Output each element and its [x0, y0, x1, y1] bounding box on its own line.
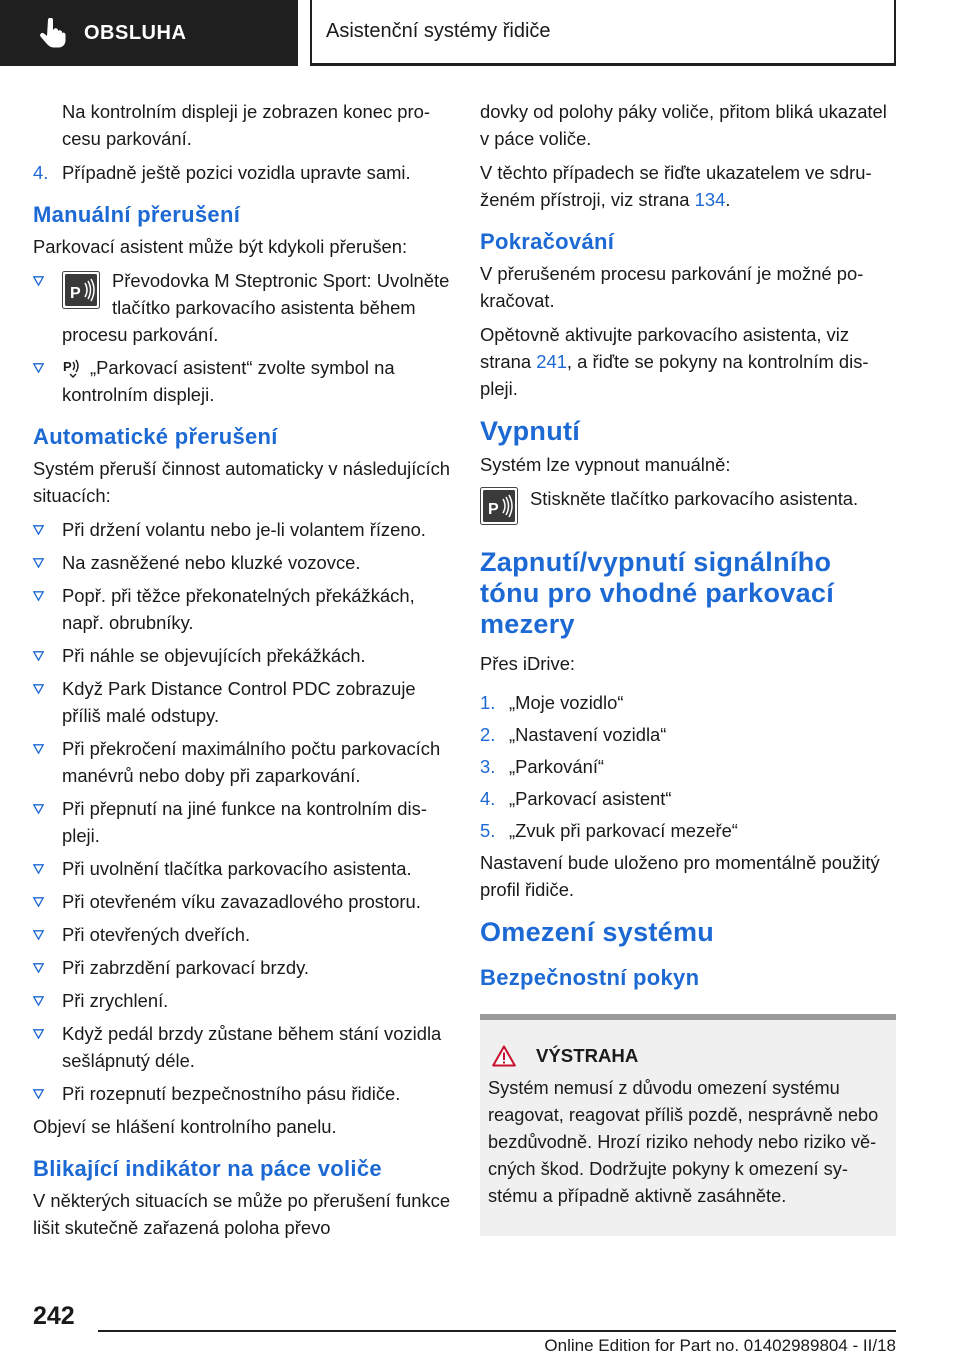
bullet-item	[33, 855, 451, 882]
triangle-bullet-icon	[33, 582, 62, 636]
triangle-bullet-icon	[33, 267, 62, 348]
bullet-item	[33, 1080, 451, 1107]
bullet-item	[33, 795, 451, 849]
bullet-text: Při zabrzdění parkovací brzdy.	[62, 957, 310, 978]
bullet-text: Při otevřeném víku zavazadlového prostoru.	[62, 891, 421, 912]
bullet-text: Při náhle se objevujících překážkách.	[62, 645, 366, 666]
bullet-item	[33, 516, 451, 543]
paragraph-continuation: V přerušeném procesu parkování je možné pokračovat.	[480, 263, 864, 311]
bullet-text: „Parkovací asistent“ zvolte symbol na kontrolním displeji.	[62, 357, 395, 405]
header-chapter	[310, 0, 896, 66]
bullet-text: Při rozepnutí bezpečnostního pásu řidiče.	[62, 1083, 401, 1104]
bullet-item	[33, 267, 451, 348]
step-text: „Nastavení vozidla“	[509, 724, 667, 745]
hand-pointer-icon	[40, 18, 66, 48]
press-button-instruction	[480, 485, 896, 525]
paragraph-blinking-continued: dovky od polohy páky voliče, přitom bliká ukazatel v páce voliče.	[480, 101, 887, 149]
bullet-item	[33, 549, 451, 576]
heading-safety-note: Bezpečnostní pokyn	[480, 965, 700, 990]
step-text: „Moje vozidlo“	[509, 692, 624, 713]
step-item	[480, 785, 896, 812]
page-link-241[interactable]: 241	[536, 351, 567, 372]
idrive-steps-list	[480, 689, 896, 844]
heading-continuation: Pokračování	[480, 229, 615, 254]
step-item	[480, 689, 896, 716]
bullet-item	[33, 888, 451, 915]
header-section-tab	[0, 0, 298, 66]
header-section-label: OBSLUHA	[84, 21, 187, 44]
bullet-text: Když Park Distance Control PDC zobrazuje příliš malé odstupy.	[62, 678, 416, 726]
page-link-134[interactable]: 134	[694, 189, 726, 210]
paragraph-panel-message: Objeví se hlášení kontrolního panelu.	[33, 1116, 337, 1137]
bullet-item	[33, 642, 451, 669]
bullet-text: Při uvolnění tlačítka parkovacího asistenta.	[62, 858, 412, 879]
warning-text: Systém nemusí z důvodu omezení systému reagovat, reagovat příliš pozdě, nesprávně nebo bezdůvodně. Hrozí riziko nehody nebo riziko věcných škod. Dodržujte pokyny k omezení systému a případně aktivně zasáhněte.	[488, 1078, 879, 1206]
paragraph-cases: V těchto případech se řiďte ukazatelem ve sdruženém přístroji, viz strana 134.	[480, 162, 872, 210]
press-button-text: Stiskněte tlačítko parkovacího asistenta.	[530, 488, 859, 509]
triangle-bullet-icon	[33, 675, 62, 729]
bullet-text: Popř. při těžce překonatelných překážkách, např. obrubníky.	[62, 585, 415, 633]
paragraph-saved: Nastavení bude uloženo pro momentálně použitý profil řidiče.	[480, 852, 880, 900]
svg-text:P: P	[63, 359, 72, 374]
triangle-bullet-icon	[33, 549, 62, 576]
svg-text:P: P	[488, 501, 499, 518]
paragraph-reactivate: Opětovně aktivujte parkovacího asistenta, viz strana 241, a řiďte se pokyny na kontrolním displeji.	[480, 324, 869, 399]
bullet-text: Když pedál brzdy zůstane během stání vozidla sešlápnutý déle.	[62, 1023, 442, 1071]
left-column	[33, 98, 451, 1248]
footer-edition: Online Edition for Part no. 01402989804 - II/18	[544, 1336, 896, 1355]
warning-box	[480, 1014, 896, 1236]
footer-divider	[98, 1330, 896, 1332]
bullet-text: Převodovka M Steptronic Sport: Uvolněte tlačítko parkovacího asistenta během procesu parkování.	[62, 270, 450, 345]
heading-tone: Zapnutí/vypnutí signálního tónu pro vhodné parkovací mezery	[480, 547, 835, 639]
triangle-bullet-icon	[33, 954, 62, 981]
bullet-item	[33, 675, 451, 729]
bullet-item	[33, 987, 451, 1014]
parking-assistant-symbol-icon	[62, 356, 84, 378]
heading-blinking-indicator: Blikající indikátor na páce voliče	[33, 1156, 382, 1181]
bullet-text: Při zrychlení.	[62, 990, 169, 1011]
step-item	[480, 721, 896, 748]
paragraph-manual: Parkovací asistent může být kdykoli přerušen:	[33, 236, 408, 257]
step-number: 1.	[480, 692, 496, 713]
parking-assistant-button-icon	[62, 271, 100, 309]
triangle-bullet-icon	[33, 1080, 62, 1107]
triangle-bullet-icon	[33, 795, 62, 849]
paragraph-blinking: V některých situacích se může po přerušení funkce lišit skutečně zařazená poloha převo	[33, 1190, 451, 1238]
step-item	[480, 817, 896, 844]
heading-manual-interruption: Manuální přerušení	[33, 202, 241, 227]
triangle-bullet-icon	[33, 921, 62, 948]
heading-system-limits: Omezení systému	[480, 917, 715, 947]
triangle-bullet-icon	[33, 516, 62, 543]
step-item	[480, 753, 896, 780]
step-text: „Parkování“	[509, 756, 605, 777]
bullet-text: Při otevřených dveřích.	[62, 924, 251, 945]
step-text: „Zvuk při parkovací mezeře“	[509, 820, 738, 841]
bullet-item	[33, 735, 451, 789]
triangle-bullet-icon	[33, 735, 62, 789]
header-chapter-label: Asistenční systémy řidiče	[326, 20, 551, 42]
step-number: 4.	[480, 788, 496, 809]
warning-triangle-icon	[492, 1045, 516, 1067]
bullet-item	[33, 954, 451, 981]
paragraph-idrive: Přes iDrive:	[480, 653, 576, 674]
triangle-bullet-icon	[33, 1020, 62, 1074]
paragraph-process-end: Na kontrolním displeji je zobrazen konec procesu parkování.	[62, 101, 430, 149]
bullet-item	[33, 354, 451, 408]
bullet-text: Při držení volantu nebo je-li volantem řízeno.	[62, 519, 426, 540]
heading-switch-off: Vypnutí	[480, 416, 581, 446]
page-number: 242	[33, 1302, 75, 1330]
triangle-bullet-icon	[33, 855, 62, 882]
paragraph-switch-off: Systém lze vypnout manuálně:	[480, 454, 731, 475]
bullet-text: Při přepnutí na jiné funkce na kontrolním displeji.	[62, 798, 427, 846]
triangle-bullet-icon	[33, 642, 62, 669]
right-column	[480, 98, 896, 1236]
svg-text:P: P	[70, 285, 81, 302]
bullet-item	[33, 582, 451, 636]
bullet-item	[33, 1020, 451, 1074]
step-item	[33, 159, 451, 186]
bullet-text: Na zasněžené nebo kluzké vozovce.	[62, 552, 361, 573]
step-number: 3.	[480, 756, 496, 777]
step-number: 2.	[480, 724, 496, 745]
automatic-interruption-list	[33, 516, 451, 1107]
paragraph-automatic: Systém přeruší činnost automaticky v následujících situacích:	[33, 458, 451, 506]
bullet-text: Při překročení maximálního počtu parkovacích manévrů nebo doby při zaparkování.	[62, 738, 441, 786]
step-number: 4.	[33, 162, 49, 183]
parking-assistant-button-icon	[480, 487, 518, 525]
step-text: „Parkovací asistent“	[509, 788, 672, 809]
step-text: Případně ještě pozici vozidla upravte sami.	[62, 162, 411, 183]
step-number: 5.	[480, 820, 496, 841]
heading-automatic-interruption: Automatické přerušení	[33, 424, 278, 449]
warning-title: VÝSTRAHA	[488, 1042, 888, 1069]
bullet-item	[33, 921, 451, 948]
triangle-bullet-icon	[33, 987, 62, 1014]
triangle-bullet-icon	[33, 354, 62, 408]
triangle-bullet-icon	[33, 888, 62, 915]
